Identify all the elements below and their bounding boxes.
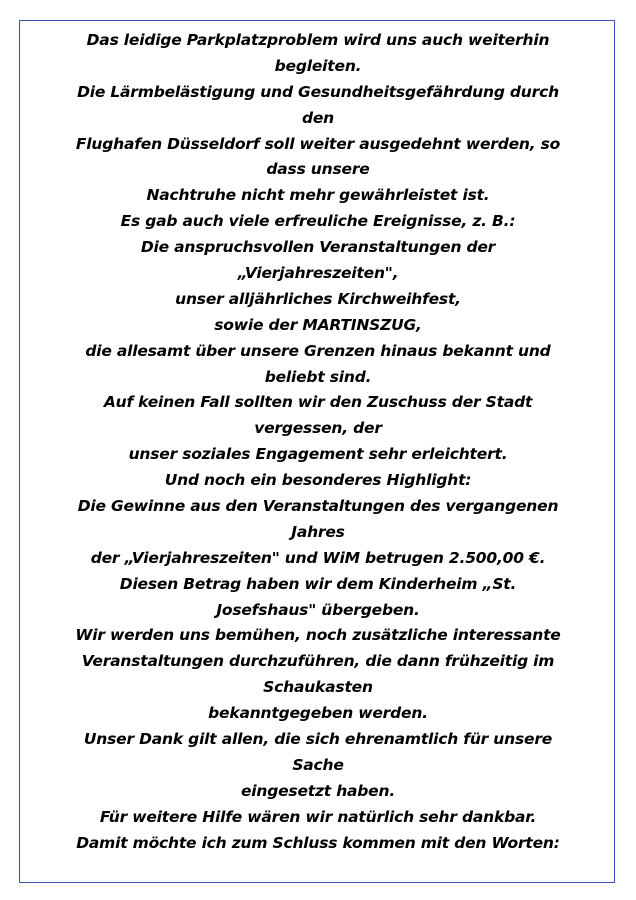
text-line: der „Vierjahreszeiten" und WiM betrugen 2.500,00 €. xyxy=(90,548,546,567)
text-line: Und noch ein besonderes Highlight: xyxy=(164,471,472,490)
text-line: Die Gewinne aus den Veranstaltungen des vergangenen xyxy=(77,497,559,516)
text-line: Josefshaus" übergeben. xyxy=(216,600,420,619)
text-line: eingesetzt haben. xyxy=(240,781,396,800)
text-line: bekanntgegeben werden. xyxy=(208,704,428,723)
text-line: vergessen, der xyxy=(254,419,382,438)
text-line: beliebt sind. xyxy=(264,367,372,386)
text-line: „Vierjahreszeiten", xyxy=(237,264,399,283)
text-line: dass unsere xyxy=(266,160,370,179)
text-line: Nachtruhe nicht mehr gewährleistet ist. xyxy=(146,186,490,205)
text-line: Schaukasten xyxy=(263,678,373,697)
text-line: Es gab auch viele erfreuliche Ereignisse, z. B.: xyxy=(120,212,516,231)
text-line: begleiten. xyxy=(274,56,362,75)
text-line: Für weitere Hilfe wären wir natürlich sehr dankbar. xyxy=(99,807,537,826)
text-line: die allesamt über unsere Grenzen hinaus bekannt und xyxy=(85,341,551,360)
text-line: Sache xyxy=(292,755,344,774)
text-line: Die anspruchsvollen Veranstaltungen der xyxy=(140,238,496,257)
text-line: Jahres xyxy=(291,522,345,541)
text-line: den xyxy=(301,108,335,127)
text-line: Das leidige Parkplatzproblem wird uns auch weiterhin xyxy=(86,31,550,49)
text-line: Damit möchte ich zum Schluss kommen mit den Worten: xyxy=(76,833,560,852)
text-line: Wir werden uns bemühen, noch zusätzliche interessante xyxy=(75,626,561,645)
text-line: sowie der MARTINSZUG, xyxy=(214,315,422,334)
text-line: Auf keinen Fall sollten wir den Zuschuss der Stadt xyxy=(103,393,533,412)
text-line: Unser Dank gilt allen, die sich ehrenamtlich für unsere xyxy=(83,730,553,749)
text-line: Diesen Betrag haben wir dem Kinderheim „St. xyxy=(119,574,517,593)
text-line: Die Lärmbelästigung und Gesundheitsgefährdung durch xyxy=(77,82,559,101)
text-line: Veranstaltungen durchzuführen, die dann frühzeitig im xyxy=(81,652,555,671)
text-line: Flughafen Düsseldorf soll weiter ausgedehnt werden, so xyxy=(75,134,561,153)
document-body xyxy=(40,28,596,857)
text-line: unser soziales Engagement sehr erleichtert. xyxy=(128,445,508,464)
text-line: unser alljährliches Kirchweihfest, xyxy=(175,289,461,308)
